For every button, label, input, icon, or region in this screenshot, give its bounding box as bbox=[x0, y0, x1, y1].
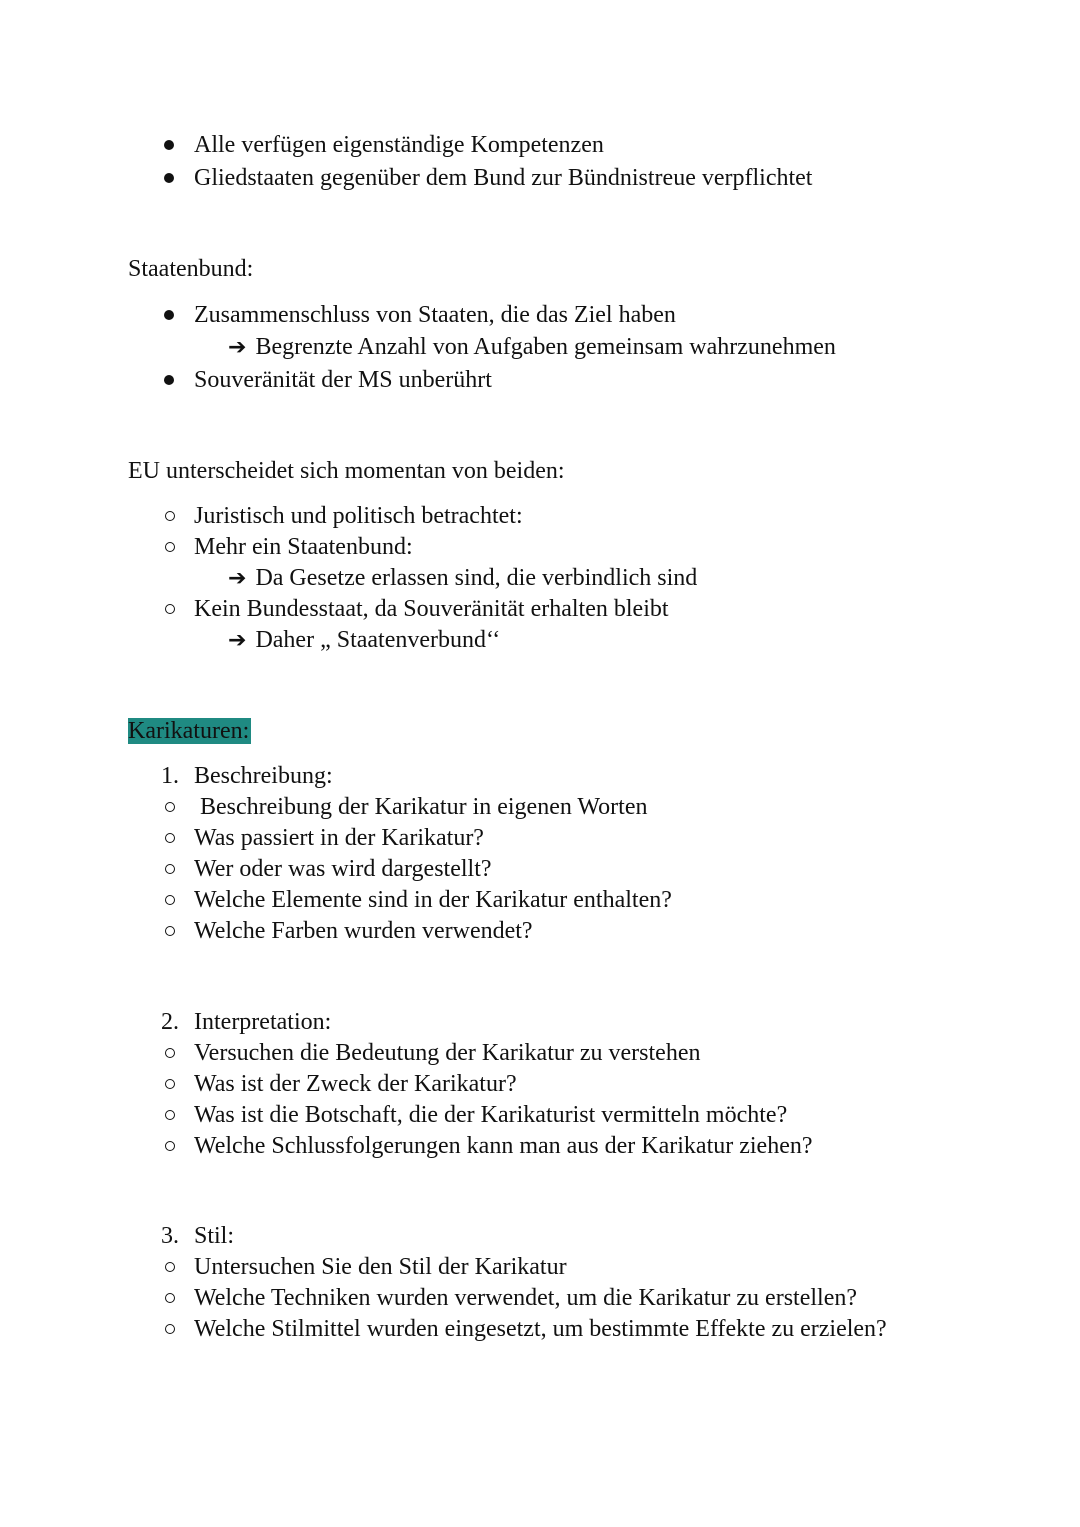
circle-bullet-icon bbox=[165, 926, 175, 936]
list-item-text: Alle verfügen eigenständige Kompetenzen bbox=[194, 132, 604, 158]
list-item-text: Welche Techniken wurden verwendet, um die Karikatur zu erstellen? bbox=[194, 1285, 857, 1311]
list-item bbox=[194, 1100, 787, 1131]
arrow-item bbox=[228, 563, 697, 594]
list-item bbox=[194, 1252, 567, 1283]
list-item-text: Gliedstaaten gegenüber dem Bund zur Bündnistreue verpflichtet bbox=[194, 165, 813, 191]
numbered-heading-text: Beschreibung: bbox=[194, 763, 333, 789]
list-item-text: Was ist der Zweck der Karikatur? bbox=[194, 1071, 517, 1097]
list-item bbox=[194, 300, 676, 331]
circle-bullet-icon bbox=[165, 864, 175, 874]
arrow-item bbox=[228, 332, 836, 363]
arrow-right-icon: ➔ bbox=[228, 628, 247, 653]
list-item-text: Was passiert in der Karikatur? bbox=[194, 825, 484, 851]
circle-bullet-icon bbox=[165, 833, 175, 843]
arrow-right-icon: ➔ bbox=[228, 566, 247, 591]
list-item-text: Welche Elemente sind in der Karikatur enthalten? bbox=[194, 887, 672, 913]
list-item-text: Welche Farben wurden verwendet? bbox=[194, 918, 533, 944]
arrow-item-text: Da Gesetze erlassen sind, die verbindlich sind bbox=[255, 565, 698, 591]
list-item bbox=[194, 1069, 517, 1100]
list-item bbox=[200, 792, 647, 823]
section-heading-staatenbund: Staatenbund: bbox=[128, 256, 254, 282]
list-item bbox=[194, 1314, 887, 1345]
list-item bbox=[194, 1038, 700, 1069]
bullet-icon bbox=[164, 375, 174, 385]
numbered-heading bbox=[161, 1007, 332, 1038]
bullet-icon bbox=[164, 173, 174, 183]
circle-bullet-icon bbox=[165, 1324, 175, 1334]
list-item bbox=[194, 130, 604, 161]
circle-bullet-icon bbox=[165, 1048, 175, 1058]
numbered-heading-text: Interpretation: bbox=[194, 1009, 332, 1035]
arrow-item bbox=[228, 625, 500, 656]
list-item-text: Versuchen die Bedeutung der Karikatur zu verstehen bbox=[194, 1040, 701, 1066]
list-item bbox=[194, 823, 484, 854]
section-heading-karikaturen bbox=[128, 716, 251, 747]
list-item bbox=[194, 163, 812, 194]
list-item bbox=[194, 916, 533, 947]
circle-bullet-icon bbox=[165, 1262, 175, 1272]
list-item-text: Was ist die Botschaft, die der Karikaturist vermitteln möchte? bbox=[194, 1102, 788, 1128]
circle-bullet-icon bbox=[165, 1110, 175, 1120]
list-item-text: Welche Schlussfolgerungen kann man aus der Karikatur ziehen? bbox=[194, 1133, 813, 1159]
list-item-text: Wer oder was wird dargestellt? bbox=[194, 856, 492, 882]
bullet-icon bbox=[164, 140, 174, 150]
list-item-text: Kein Bundesstaat, da Souveränität erhalten bleibt bbox=[194, 596, 669, 622]
list-item-text: Zusammenschluss von Staaten, die das Ziel haben bbox=[194, 302, 676, 328]
list-item-text: Souveränität der MS unberührt bbox=[194, 367, 492, 393]
list-item-text: Juristisch und politisch betrachtet: bbox=[194, 503, 523, 529]
arrow-item-text: Daher „ Staatenverbund‘‘ bbox=[255, 627, 501, 653]
numbered-heading bbox=[161, 1221, 235, 1252]
circle-bullet-icon bbox=[165, 1079, 175, 1089]
list-item bbox=[194, 594, 669, 625]
circle-bullet-icon bbox=[165, 895, 175, 905]
list-item bbox=[194, 1131, 813, 1162]
numbered-heading-text: Stil: bbox=[194, 1223, 235, 1249]
arrow-item-text: Begrenzte Anzahl von Aufgaben gemeinsam wahrzunehmen bbox=[255, 334, 836, 360]
section-heading-eu: EU unterscheidet sich momentan von beiden: bbox=[128, 458, 565, 484]
list-number: 3. bbox=[161, 1223, 179, 1249]
bullet-icon bbox=[164, 310, 174, 320]
circle-bullet-icon bbox=[165, 1293, 175, 1303]
highlighted-heading: Karikaturen: bbox=[128, 718, 250, 744]
list-item bbox=[194, 854, 492, 885]
list-item-text: Welche Stilmittel wurden eingesetzt, um bestimmte Effekte zu erzielen? bbox=[194, 1316, 887, 1342]
list-item bbox=[194, 885, 672, 916]
list-item bbox=[194, 532, 413, 563]
list-item bbox=[194, 501, 523, 532]
numbered-heading bbox=[161, 761, 333, 792]
list-number: 2. bbox=[161, 1009, 179, 1035]
list-item bbox=[194, 365, 492, 396]
circle-bullet-icon bbox=[165, 604, 175, 614]
list-number: 1. bbox=[161, 763, 179, 789]
circle-bullet-icon bbox=[165, 511, 175, 521]
list-item-text: Mehr ein Staatenbund: bbox=[194, 534, 413, 560]
circle-bullet-icon bbox=[165, 542, 175, 552]
arrow-right-icon: ➔ bbox=[228, 335, 247, 360]
list-item-text: Untersuchen Sie den Stil der Karikatur bbox=[194, 1254, 567, 1280]
list-item-text: Beschreibung der Karikatur in eigenen Worten bbox=[200, 794, 648, 820]
circle-bullet-icon bbox=[165, 802, 175, 812]
circle-bullet-icon bbox=[165, 1141, 175, 1151]
list-item bbox=[194, 1283, 857, 1314]
